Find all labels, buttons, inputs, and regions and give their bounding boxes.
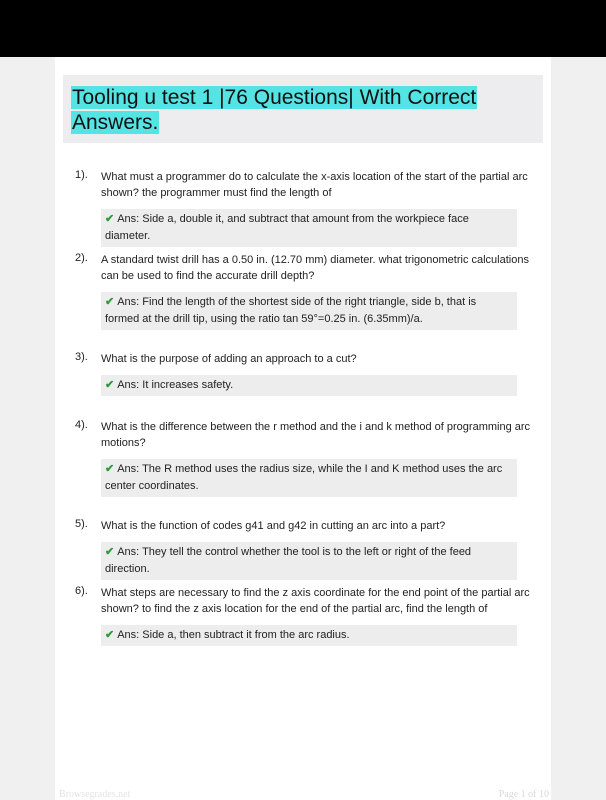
answer-box — [101, 625, 517, 646]
watermark-text: Browsegrades.net — [59, 789, 131, 800]
answer-text: Ans: It increases safety. — [117, 379, 234, 391]
question-text: What is the function of codes g41 and g42 in cutting an arc into a part? — [101, 520, 446, 532]
question-number: 1). — [75, 169, 88, 181]
answer-text: Ans: Side a, double it, and subtract that amount from the workpiece face diameter. — [105, 213, 469, 242]
check-icon: ✔ — [105, 463, 115, 475]
answer-text: Ans: They tell the control whether the tool is to the left or right of the feed direction. — [105, 546, 472, 575]
question-number: 4). — [75, 419, 88, 431]
check-icon: ✔ — [105, 629, 115, 641]
question-text: What is the purpose of adding an approach to a cut? — [101, 353, 357, 365]
title-box — [63, 75, 543, 143]
answer-text: Ans: Side a, then subtract it from the arc radius. — [117, 629, 350, 641]
question-text: What must a programmer do to calculate the x-axis location of the start of the partial arc shown? the programmer must find the length of — [101, 171, 528, 199]
check-icon: ✔ — [105, 379, 115, 391]
check-icon: ✔ — [105, 213, 115, 225]
document-title: Tooling u test 1 |76 Questions| With Correct Answers. — [72, 86, 477, 134]
answer-box — [101, 292, 517, 330]
page-number: Page 1 of 10 — [498, 789, 549, 800]
document-page — [55, 57, 551, 800]
answer-text: Ans: Find the length of the shortest side of the right triangle, side b, that is formed at the drill tip, using the ratio tan 59°=0.25 in. (6.35mm)/a. — [105, 296, 477, 325]
check-icon: ✔ — [105, 546, 115, 558]
answer-box — [101, 459, 517, 497]
question-number: 2). — [75, 252, 88, 264]
question-number: 3). — [75, 351, 88, 363]
top-bar — [0, 0, 606, 57]
question-number: 6). — [75, 585, 88, 597]
answer-box — [101, 542, 517, 580]
question-text: What steps are necessary to find the z axis coordinate for the end point of the partial arc shown? to find the z axis location for the end of the partial arc, find the length of — [101, 587, 530, 615]
question-number: 5). — [75, 518, 88, 530]
question-text: What is the difference between the r method and the i and k method of programming arc motions? — [101, 421, 531, 449]
answer-box — [101, 209, 517, 247]
answer-text: Ans: The R method uses the radius size, while the I and K method uses the arc center coordinates. — [105, 463, 503, 492]
check-icon: ✔ — [105, 296, 115, 308]
answer-box — [101, 375, 517, 396]
question-text: A standard twist drill has a 0.50 in. (12.70 mm) diameter. what trigonometric calculations can be used to find the accurate drill depth? — [101, 254, 529, 282]
